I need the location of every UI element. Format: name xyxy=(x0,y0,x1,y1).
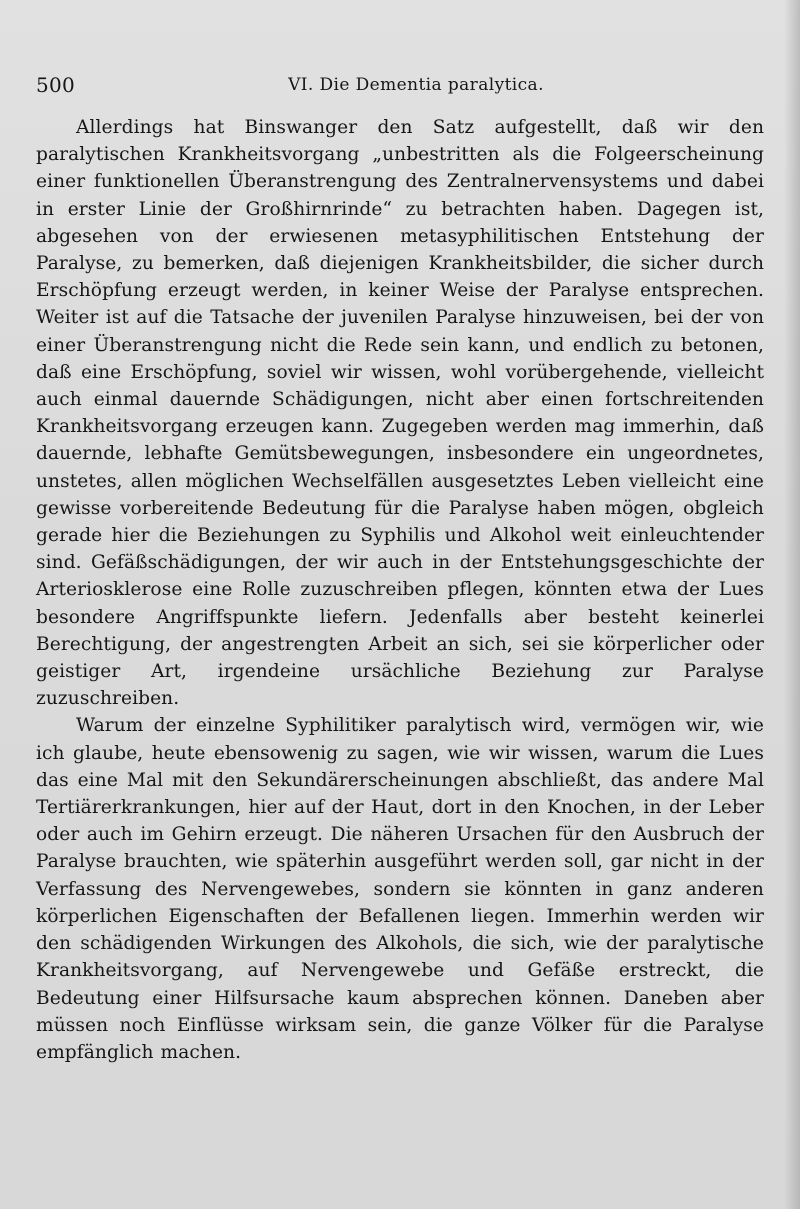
paragraph-2: Warum der einzelne Syphilitiker paralytisch wird, vermögen wir, wie ich glaube, heute ebensowenig zu sagen, wie wir wissen, warum die Lues das eine Mal mit den Sekundärerscheinungen abschließt, das andere Mal Tertiärerkrankungen, hier auf der Haut, dort in den Knochen, in der Leber oder auch im Gehirn erzeugt. Die näheren Ursachen für den Ausbruch der Paralyse brauchten, wie späterhin ausgeführt werden soll, gar nicht in der Verfassung des Nervengewebes, sondern sie könnten in ganz anderen körperlichen Eigenschaften der Befallenen liegen. Immerhin werden wir den schädigenden Wirkungen des Alkohols, die sich, wie der paralytische Krankheitsvorgang, auf Nervengewebe und Gefäße erstreckt, die Bedeutung einer Hilfsursache kaum absprechen können. Daneben aber müssen noch Einflüsse wirksam sein, die ganze Völker für die Paralyse empfänglich machen. xyxy=(36,715,764,1063)
body-text xyxy=(36,114,764,1066)
paragraph-1: Allerdings hat Binswanger den Satz aufgestellt, daß wir den paralytischen Krankheitsvorgang „unbestritten als die Folgeerscheinung einer funktionellen Überanstrengung des Zentralnervensystems und dabei in erster Linie der Großhirnrinde“ zu betrachten haben. Dagegen ist, abgesehen von der erwiesenen metasyphilitischen Entstehung der Paralyse, zu bemerken, daß diejenigen Krankheitsbilder, die sicher durch Erschöpfung erzeugt werden, in keiner Weise der Paralyse entsprechen. Weiter ist auf die Tatsache der juvenilen Paralyse hinzuweisen, bei der von einer Überanstrengung nicht die Rede sein kann, und endlich zu betonen, daß eine Erschöpfung, soviel wir wissen, wohl vorübergehende, vielleicht auch einmal dauernde Schädigungen, nicht aber einen fortschreitenden Krankheitsvorgang erzeugen kann. Zugegeben werden mag immerhin, daß dauernde, lebhafte Gemütsbewegungen, insbesondere ein ungeordnetes, unstetes, allen möglichen Wechselfällen ausgesetztes Leben vielleicht eine gewisse vorbereitende Bedeutung für die Paralyse haben mögen, obgleich gerade hier die Beziehungen zu Syphilis und Alkohol weit einleuchtender sind. Gefäßschädigungen, der wir auch in der Entstehungsgeschichte der Arteriosklerose eine Rolle zuzuschreiben pflegen, könnten etwa der Lues besondere Angriffspunkte liefern. Jedenfalls aber besteht keinerlei Berechtigung, der angestrengten Arbeit an sich, sei sie körperlicher oder geistiger Art, irgendeine ursächliche Beziehung zur Paralyse zuzuschreiben. xyxy=(36,117,764,710)
page-number: 500 xyxy=(36,73,76,97)
page-header xyxy=(36,70,766,100)
running-head: VI. Die Dementia paralytica. xyxy=(288,75,544,95)
